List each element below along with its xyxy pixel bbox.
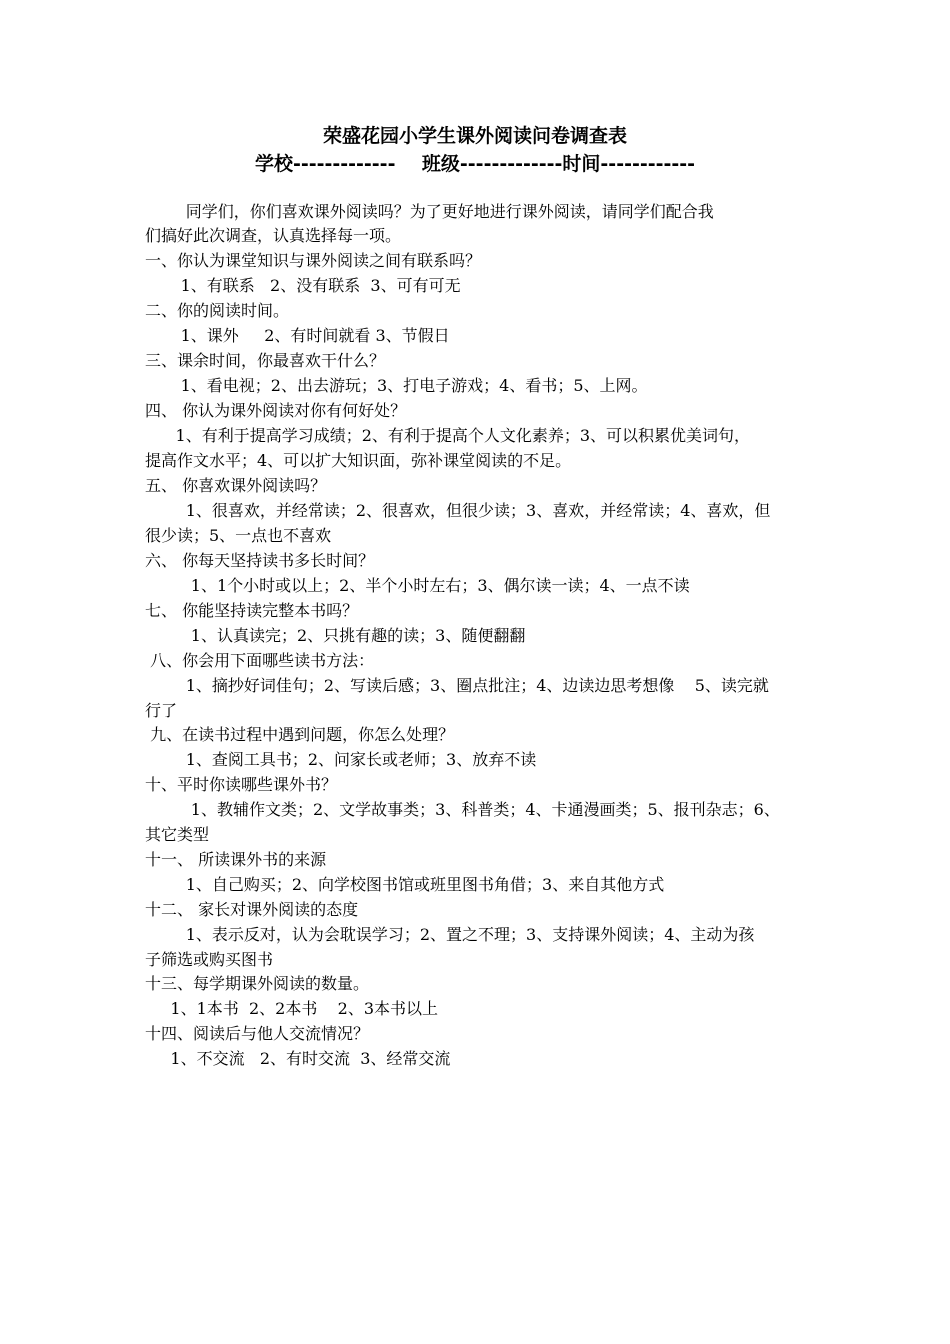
options-11: 1、自己购买；2、向学校图书馆或班里图书角借；3、来自其他方式 [145, 875, 665, 894]
options-10-line-1: 1、教辅作文类；2、文学故事类；3、科普类；4、卡通漫画类；5、报刊杂志；6、 [145, 800, 780, 819]
options-3: 1、看电视；2、出去游玩；3、打电子游戏；4、看书；5、上网。 [145, 376, 648, 395]
question-5: 五、 你喜欢课外阅读吗？ [145, 476, 327, 495]
options-4-line-2: 提高作文水平；4、可以扩大知识面，弥补课堂阅读的不足。 [145, 451, 572, 470]
options-13: 1、1本书 2、2本书 2、3本书以上 [145, 999, 439, 1018]
question-9: 九、在读书过程中遇到问题，你怎么处理？ [145, 725, 455, 744]
intro-line-1: 同学们，你们喜欢课外阅读吗？为了更好地进行课外阅读，请同学们配合我 [145, 202, 714, 221]
options-6: 1、1个小时或以上；2、半个小时左右；3、偶尔读一读；4、一点不读 [145, 576, 690, 595]
options-1: 1、有联系 2、没有联系 3、可有可无 [145, 276, 461, 295]
options-5-line-2: 很少读；5、一点也不喜欢 [145, 526, 332, 545]
question-13: 十三、每学期课外阅读的数量。 [145, 974, 370, 993]
options-12-line-2: 子筛选或购买图书 [145, 950, 274, 969]
question-6: 六、 你每天坚持读书多长时间？ [145, 551, 375, 570]
options-9: 1、查阅工具书；2、问家长或老师；3、放弃不读 [145, 750, 537, 769]
options-12-line-1: 1、表示反对，认为会耽误学习；2、置之不理；3、支持课外阅读；4、主动为孩 [145, 925, 755, 944]
question-14: 十四、阅读后与他人交流情况？ [145, 1024, 370, 1043]
options-8-line-1: 1、摘抄好词佳句；2、写读后感；3、圈点批注；4、边读边思考想像 5、读完就 [145, 676, 769, 695]
question-7: 七、 你能坚持读完整本书吗？ [145, 601, 359, 620]
question-1: 一、你认为课堂知识与课外阅读之间有联系吗？ [145, 251, 482, 270]
options-2: 1、课外 2、有时间就看 3、节假日 [145, 326, 450, 345]
options-4-line-1: 1、有利于提高学习成绩；2、有利于提高个人文化素养；3、可以积累优美词句， [145, 426, 751, 445]
question-4: 四、 你认为课外阅读对你有何好处？ [145, 401, 407, 420]
question-11: 十一、 所读课外书的来源 [145, 850, 327, 869]
options-14: 1、不交流 2、有时交流 3、经常交流 [145, 1049, 451, 1068]
question-8: 八、你会用下面哪些读书方法： [145, 651, 375, 670]
document-subtitle: 学校------------- 班级-------------时间------------ [254, 153, 696, 175]
options-10-line-2: 其它类型 [145, 825, 210, 844]
options-8-line-2: 行了 [145, 701, 178, 720]
document-title: 荣盛花园小学生课外阅读问卷调查表 [322, 125, 627, 147]
options-5-line-1: 1、很喜欢，并经常读；2、很喜欢，但很少读；3、喜欢，并经常读；4、喜欢，但 [145, 501, 771, 520]
options-7: 1、认真读完；2、只挑有趣的读；3、随便翻翻 [145, 626, 526, 645]
question-2: 二、你的阅读时间。 [145, 301, 290, 320]
question-12: 十二、 家长对课外阅读的态度 [145, 900, 359, 919]
question-3: 三、课余时间，你最喜欢干什么？ [145, 351, 386, 370]
question-10: 十、平时你读哪些课外书？ [145, 775, 338, 794]
intro-line-2: 们搞好此次调查，认真选择每一项。 [145, 226, 402, 245]
